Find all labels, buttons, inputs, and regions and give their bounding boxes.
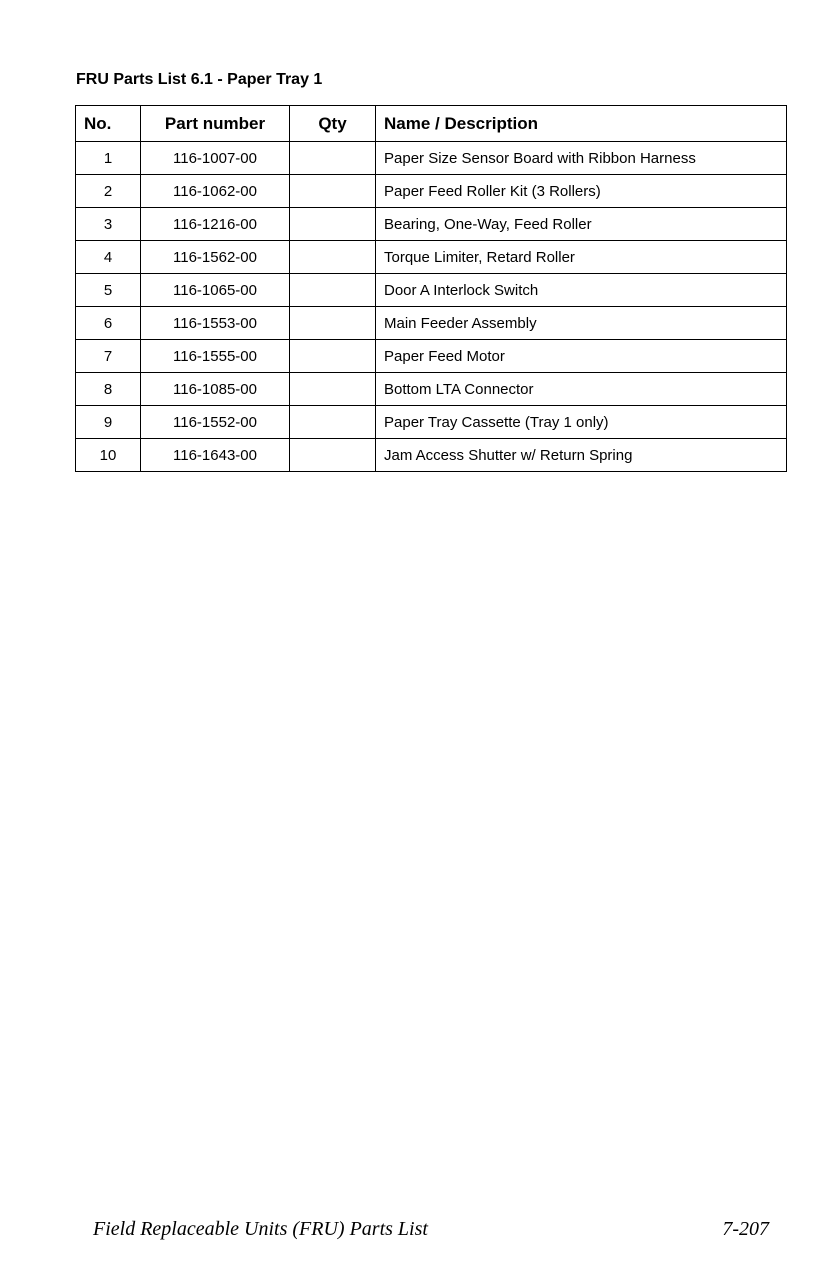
header-no: No. xyxy=(76,106,141,142)
table-row xyxy=(76,406,787,439)
cell-qty xyxy=(290,208,376,241)
cell-no: 2 xyxy=(76,175,141,208)
cell-part-number: 116-1643-00 xyxy=(141,439,290,472)
cell-no: 3 xyxy=(76,208,141,241)
table-row xyxy=(76,340,787,373)
cell-qty xyxy=(290,241,376,274)
table-row xyxy=(76,175,787,208)
cell-part-number: 116-1553-00 xyxy=(141,307,290,340)
cell-name-description: Door A Interlock Switch xyxy=(376,274,787,307)
cell-name-description: Paper Feed Roller Kit (3 Rollers) xyxy=(376,175,787,208)
cell-name-description: Paper Size Sensor Board with Ribbon Harness xyxy=(376,142,787,175)
cell-part-number: 116-1216-00 xyxy=(141,208,290,241)
cell-name-description: Paper Feed Motor xyxy=(376,340,787,373)
header-name-description: Name / Description xyxy=(376,106,787,142)
table-row xyxy=(76,307,787,340)
cell-part-number: 116-1555-00 xyxy=(141,340,290,373)
cell-qty xyxy=(290,340,376,373)
cell-no: 1 xyxy=(76,142,141,175)
cell-name-description: Paper Tray Cassette (Tray 1 only) xyxy=(376,406,787,439)
cell-name-description: Bearing, One-Way, Feed Roller xyxy=(376,208,787,241)
cell-qty xyxy=(290,307,376,340)
cell-name-description: Bottom LTA Connector xyxy=(376,373,787,406)
table-header-row xyxy=(76,106,787,142)
header-part-number: Part number xyxy=(141,106,290,142)
table-row xyxy=(76,142,787,175)
cell-qty xyxy=(290,142,376,175)
cell-part-number: 116-1552-00 xyxy=(141,406,290,439)
header-qty: Qty xyxy=(290,106,376,142)
cell-name-description: Torque Limiter, Retard Roller xyxy=(376,241,787,274)
cell-part-number: 116-1562-00 xyxy=(141,241,290,274)
cell-no: 7 xyxy=(76,340,141,373)
table-row xyxy=(76,373,787,406)
table-row xyxy=(76,274,787,307)
cell-no: 9 xyxy=(76,406,141,439)
cell-no: 10 xyxy=(76,439,141,472)
cell-qty xyxy=(290,274,376,307)
parts-table-body xyxy=(76,142,787,472)
cell-qty xyxy=(290,373,376,406)
table-row xyxy=(76,439,787,472)
table-row xyxy=(76,241,787,274)
cell-part-number: 116-1062-00 xyxy=(141,175,290,208)
cell-name-description: Main Feeder Assembly xyxy=(376,307,787,340)
footer-chapter-title: Field Replaceable Units (FRU) Parts List xyxy=(93,1218,428,1240)
cell-part-number: 116-1085-00 xyxy=(141,373,290,406)
parts-table xyxy=(75,105,787,472)
cell-part-number: 116-1007-00 xyxy=(141,142,290,175)
cell-name-description: Jam Access Shutter w/ Return Spring xyxy=(376,439,787,472)
cell-part-number: 116-1065-00 xyxy=(141,274,290,307)
cell-no: 6 xyxy=(76,307,141,340)
cell-no: 4 xyxy=(76,241,141,274)
footer-page-number: 7-207 xyxy=(722,1218,769,1240)
section-title: FRU Parts List 6.1 - Paper Tray 1 xyxy=(76,71,323,88)
table-row xyxy=(76,208,787,241)
cell-qty xyxy=(290,406,376,439)
cell-no: 5 xyxy=(76,274,141,307)
cell-no: 8 xyxy=(76,373,141,406)
cell-qty xyxy=(290,175,376,208)
cell-qty xyxy=(290,439,376,472)
